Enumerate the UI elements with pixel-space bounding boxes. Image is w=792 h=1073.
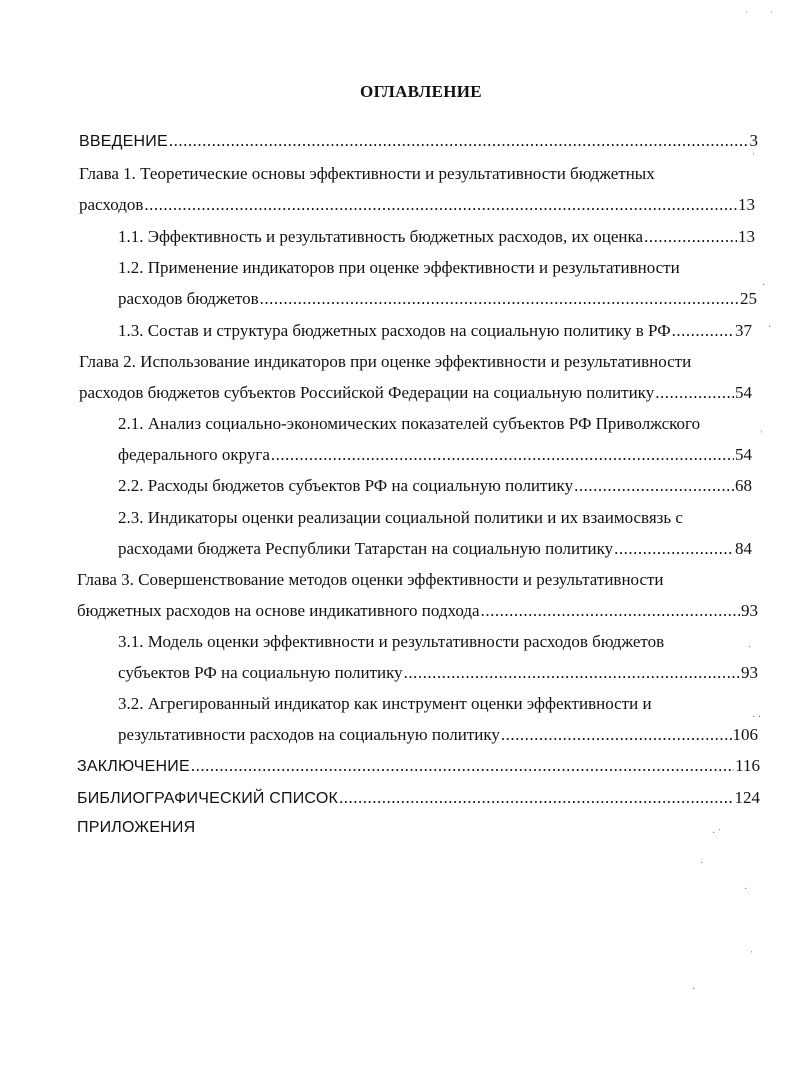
- leader-dots: [574, 476, 734, 496]
- scan-noise: ˈ: [760, 430, 764, 441]
- toc-entry-3-2[interactable]: [118, 725, 758, 745]
- page-title: ОГЛАВЛЕНИЕ: [360, 82, 482, 101]
- toc-page-number: 124: [734, 788, 760, 807]
- toc-2-3-line1[interactable]: 2.3. Индикаторы оценки реализации социальной политики и их взаимосвязь с: [118, 508, 683, 527]
- toc-3-1-line1[interactable]: 3.1. Модель оценки эффективности и результативности расходов бюджетов: [118, 632, 665, 651]
- toc-chapter-1-line1[interactable]: Глава 1. Теоретические основы эффективности и результативности бюджетных: [79, 164, 655, 183]
- leader-dots: [655, 383, 734, 403]
- toc-page-number: 106: [732, 725, 758, 744]
- scan-noise: ˈ: [770, 10, 774, 21]
- leader-dots: [339, 788, 734, 808]
- toc-page-number: 25: [740, 289, 757, 308]
- scan-noise: ·: [692, 984, 696, 995]
- toc-entry-introduction[interactable]: [79, 131, 758, 151]
- scan-noise: ·: [700, 858, 704, 869]
- toc-entry-label: результативности расходов на социальную политику: [118, 725, 500, 744]
- toc-entry-chapter-2[interactable]: [79, 383, 752, 403]
- toc-page-number: 13: [738, 227, 755, 246]
- toc-entry-label: ВВЕДЕНИЕ: [79, 133, 168, 150]
- toc-entry-label: бюджетных расходов на основе индикативного подхода: [77, 601, 480, 620]
- toc-entry-1-1[interactable]: [118, 227, 755, 247]
- leader-dots: [614, 539, 734, 559]
- toc-entry-label: федерального округа: [118, 445, 270, 464]
- leader-dots: [672, 321, 734, 341]
- scan-noise: ˈ: [745, 10, 749, 21]
- toc-page-number: 93: [741, 663, 758, 682]
- toc-entry-appendices[interactable]: ПРИЛОЖЕНИЯ: [77, 819, 196, 836]
- toc-page-number: 68: [735, 476, 752, 495]
- toc-entry-3-1[interactable]: [118, 663, 758, 683]
- toc-page-number: 3: [749, 131, 758, 150]
- leader-dots: [144, 195, 737, 215]
- leader-dots: [644, 227, 737, 247]
- toc-chapter-3-line1[interactable]: Глава 3. Совершенствование методов оценки эффективности и результативности: [77, 570, 664, 589]
- scan-noise: ·: [744, 884, 748, 895]
- toc-entry-2-1[interactable]: [118, 445, 752, 465]
- toc-entry-conclusion[interactable]: [77, 756, 760, 776]
- toc-page-number: 84: [735, 539, 752, 558]
- leader-dots: [260, 289, 739, 309]
- scan-noise: ·: [762, 280, 766, 291]
- toc-entry-2-3[interactable]: [118, 539, 752, 559]
- leader-dots: [481, 601, 740, 621]
- toc-page-number: 54: [735, 445, 752, 464]
- leader-dots: [191, 756, 734, 776]
- toc-entry-1-3[interactable]: [118, 321, 752, 341]
- leader-dots: [501, 725, 732, 745]
- scan-noise: · ˈ: [712, 828, 722, 839]
- leader-dots: [271, 445, 734, 465]
- leader-dots: [169, 131, 749, 151]
- toc-entry-label: расходов: [79, 195, 144, 214]
- toc-entry-2-2[interactable]: [118, 476, 752, 496]
- scan-noise: ˏ: [748, 637, 752, 648]
- toc-entry-1-2[interactable]: [118, 289, 757, 309]
- toc-entry-chapter-3[interactable]: [77, 601, 758, 621]
- toc-chapter-2-line1[interactable]: Глава 2. Использование индикаторов при оценке эффективности и результативности: [79, 352, 692, 371]
- toc-entry-label: БИБЛИОГРАФИЧЕСКИЙ СПИСОК: [77, 790, 338, 807]
- toc-entry-label: расходов бюджетов субъектов Российской Федерации на социальную политику: [79, 383, 655, 402]
- toc-page-number: 54: [735, 383, 752, 402]
- toc-entry-label: расходов бюджетов: [118, 289, 259, 308]
- scan-noise: ˈ: [750, 950, 754, 961]
- scan-noise: ·: [768, 322, 772, 333]
- toc-2-1-line1[interactable]: 2.1. Анализ социально-экономических показателей субъектов РФ Приволжского: [118, 414, 701, 433]
- leader-dots: [404, 663, 740, 683]
- toc-page-number: 116: [735, 756, 760, 775]
- toc-entry-label: 1.1. Эффективность и результативность бюджетных расходов, их оценка: [118, 227, 644, 246]
- scan-noise: · ·: [752, 712, 762, 723]
- toc-entry-bibliography[interactable]: [77, 788, 760, 808]
- toc-entry-label: 1.3. Состав и структура бюджетных расходов на социальную политику в РФ: [118, 321, 671, 340]
- toc-page-number: 37: [735, 321, 752, 340]
- toc-3-2-line1[interactable]: 3.2. Агрегированный индикатор как инструмент оценки эффективности и: [118, 694, 652, 713]
- scan-noise: ˈ: [752, 152, 756, 163]
- toc-entry-label: 2.2. Расходы бюджетов субъектов РФ на социальную политику: [118, 476, 574, 495]
- toc-page-number: 93: [741, 601, 758, 620]
- toc-1-2-line1[interactable]: 1.2. Применение индикаторов при оценке эффективности и результативности: [118, 258, 680, 277]
- toc-entry-label: ЗАКЛЮЧЕНИЕ: [77, 758, 190, 775]
- toc-entry-label: расходами бюджета Республики Татарстан на социальную политику: [118, 539, 614, 558]
- toc-entry-label: субъектов РФ на социальную политику: [118, 663, 403, 682]
- toc-page-number: 13: [738, 195, 755, 214]
- toc-entry-chapter-1[interactable]: [79, 195, 755, 215]
